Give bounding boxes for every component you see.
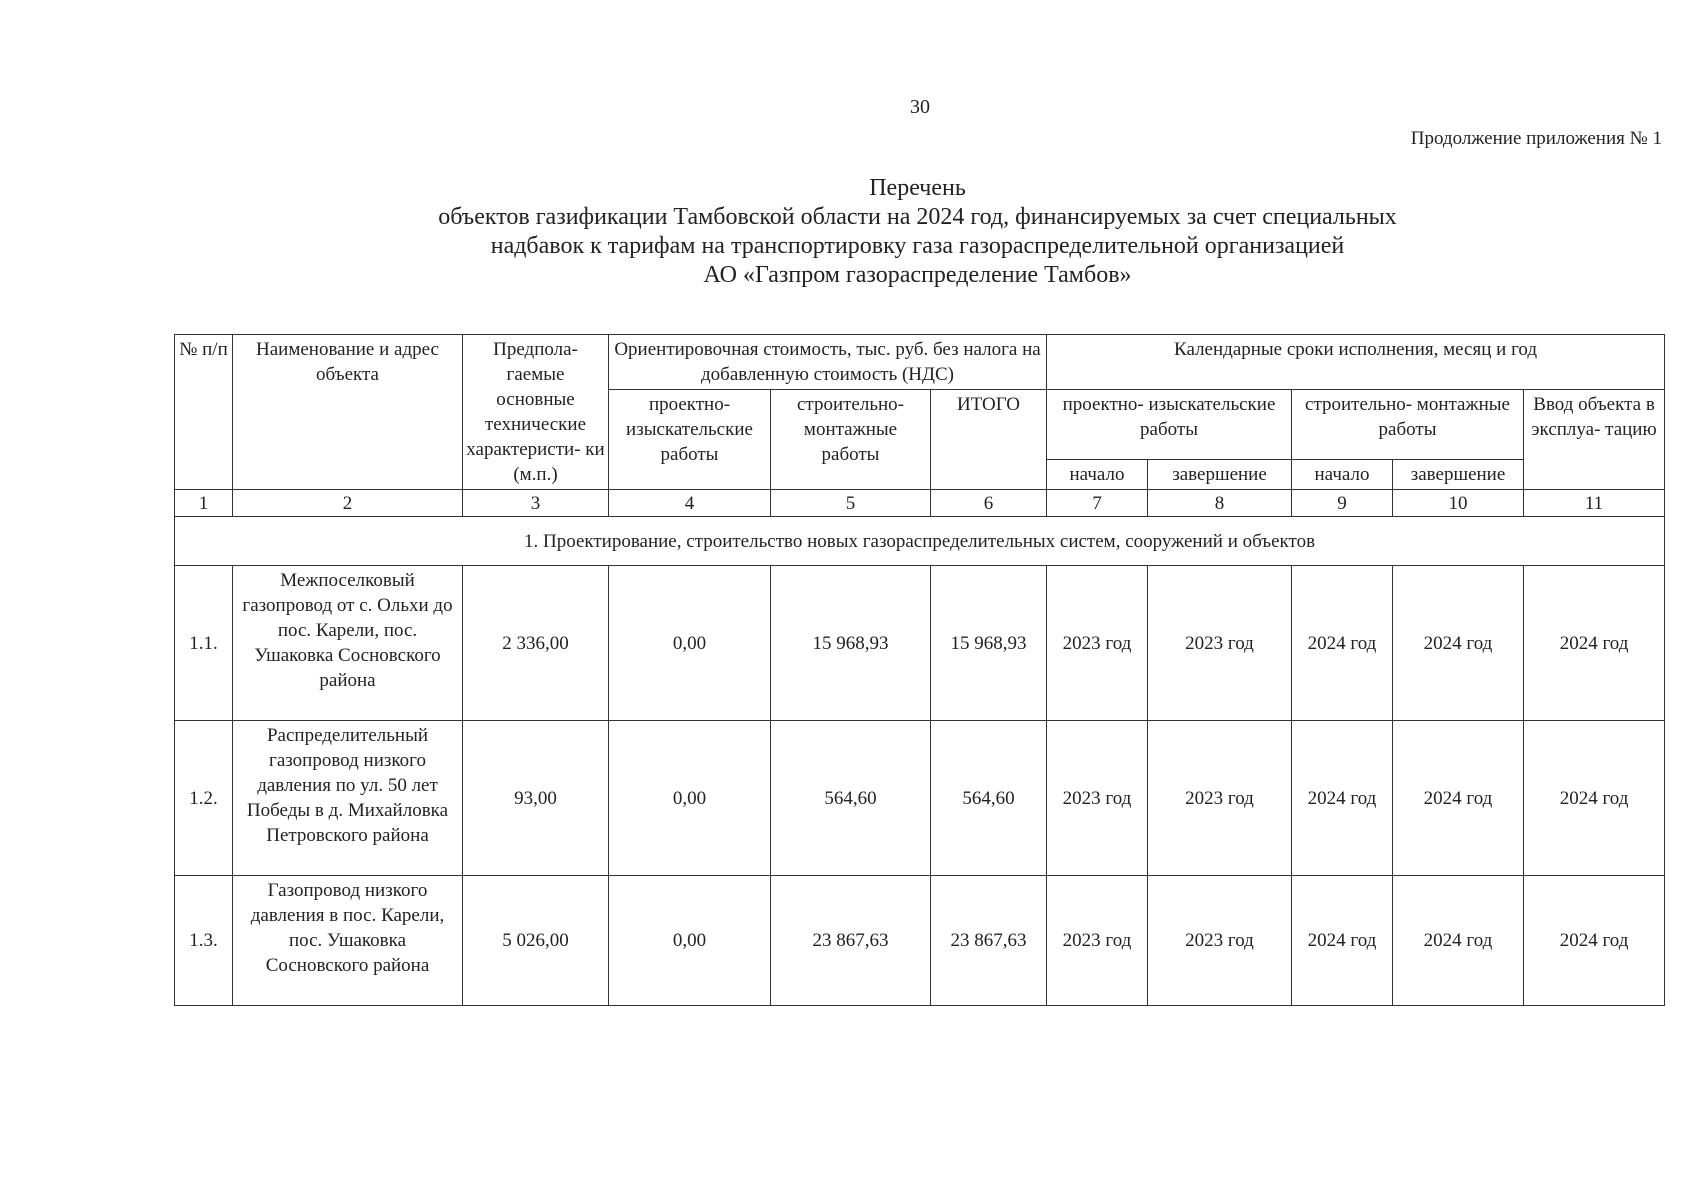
row-tech: 5 026,00 [463,876,609,1006]
table-row [175,876,1665,1006]
title-line-1: Перечень [869,175,966,201]
column-number: 4 [609,490,771,517]
table-row [175,566,1665,721]
row-smr-end: 2024 год [1393,876,1524,1006]
header-cost-group: Ориентировочная стоимость, тыс. руб. без налога на добавленную стоимость (НДС) [609,335,1047,390]
header-tech: Предпола- гаемые основные технические характеристи- ки (м.п.) [463,335,609,490]
row-cost-total: 564,60 [931,721,1047,876]
header-cost-smr: строительно- монтажные работы [771,390,931,490]
row-smr-start: 2024 год [1292,721,1393,876]
header-sched-pir: проектно- изыскательские работы [1047,390,1292,460]
column-number-row [175,490,1665,517]
page-number: 30 [910,96,930,118]
row-num: 1.1. [175,566,233,721]
row-pir-start: 2023 год [1047,721,1148,876]
objects-table [174,334,1665,1006]
row-cost-pir: 0,00 [609,566,771,721]
row-name: Межпоселковый газопровод от с. Ольхи до пос. Карели, пос. Ушаковка Сосновского района [233,566,463,721]
header-smr-start: начало [1292,460,1393,490]
row-cost-total: 23 867,63 [931,876,1047,1006]
row-pir-end: 2023 год [1148,566,1292,721]
section-title: 1. Проектирование, строительство новых газораспределительных систем, сооружений и объектов [175,517,1665,566]
column-number: 8 [1148,490,1292,517]
row-commissioning: 2024 год [1524,721,1665,876]
row-tech: 93,00 [463,721,609,876]
title-line-4: АО «Газпром газораспределение Тамбов» [703,262,1132,288]
row-cost-smr: 15 968,93 [771,566,931,721]
column-number: 3 [463,490,609,517]
header-smr-end: завершение [1393,460,1524,490]
header-num: № п/п [175,335,233,490]
column-number: 1 [175,490,233,517]
appendix-note: Продолжение приложения № 1 [1410,128,1662,149]
row-name: Газопровод низкого давления в пос. Карели, пос. Ушаковка Сосновского района [233,876,463,1006]
row-cost-total: 15 968,93 [931,566,1047,721]
row-commissioning: 2024 год [1524,876,1665,1006]
row-smr-start: 2024 год [1292,876,1393,1006]
column-number: 9 [1292,490,1393,517]
row-num: 1.2. [175,721,233,876]
header-row-1 [175,335,1665,390]
table-row [175,721,1665,876]
column-number: 2 [233,490,463,517]
row-pir-start: 2023 год [1047,566,1148,721]
row-name: Распределительный газопровод низкого давления по ул. 50 лет Победы в д. Михайловка Петровского района [233,721,463,876]
column-number: 10 [1393,490,1524,517]
header-pir-end: завершение [1148,460,1292,490]
row-smr-start: 2024 год [1292,566,1393,721]
column-number: 11 [1524,490,1665,517]
header-pir-start: начало [1047,460,1148,490]
header-cost-pir: проектно- изыскательские работы [609,390,771,490]
row-cost-pir: 0,00 [609,721,771,876]
column-number: 7 [1047,490,1148,517]
column-number: 5 [771,490,931,517]
section-row [175,517,1665,566]
row-commissioning: 2024 год [1524,566,1665,721]
row-cost-smr: 23 867,63 [771,876,931,1006]
header-schedule-group: Календарные сроки исполнения, месяц и год [1047,335,1665,390]
objects-table-wrapper [174,334,1664,1006]
row-smr-end: 2024 год [1393,566,1524,721]
row-tech: 2 336,00 [463,566,609,721]
row-pir-end: 2023 год [1148,721,1292,876]
row-cost-smr: 564,60 [771,721,931,876]
header-commissioning: Ввод объекта в эксплуа- тацию [1524,390,1665,490]
header-sched-smr: строительно- монтажные работы [1292,390,1524,460]
title-line-2: объектов газификации Тамбовской области на 2024 год, финансируемых за счет специальных [438,204,1397,230]
column-number: 6 [931,490,1047,517]
title-line-3: надбавок к тарифам на транспортировку газа газораспределительной организацией [490,233,1345,259]
row-smr-end: 2024 год [1393,721,1524,876]
row-pir-start: 2023 год [1047,876,1148,1006]
row-pir-end: 2023 год [1148,876,1292,1006]
header-cost-total: ИТОГО [931,390,1047,490]
row-num: 1.3. [175,876,233,1006]
row-cost-pir: 0,00 [609,876,771,1006]
document-title [220,174,1615,290]
header-name: Наименование и адрес объекта [233,335,463,490]
